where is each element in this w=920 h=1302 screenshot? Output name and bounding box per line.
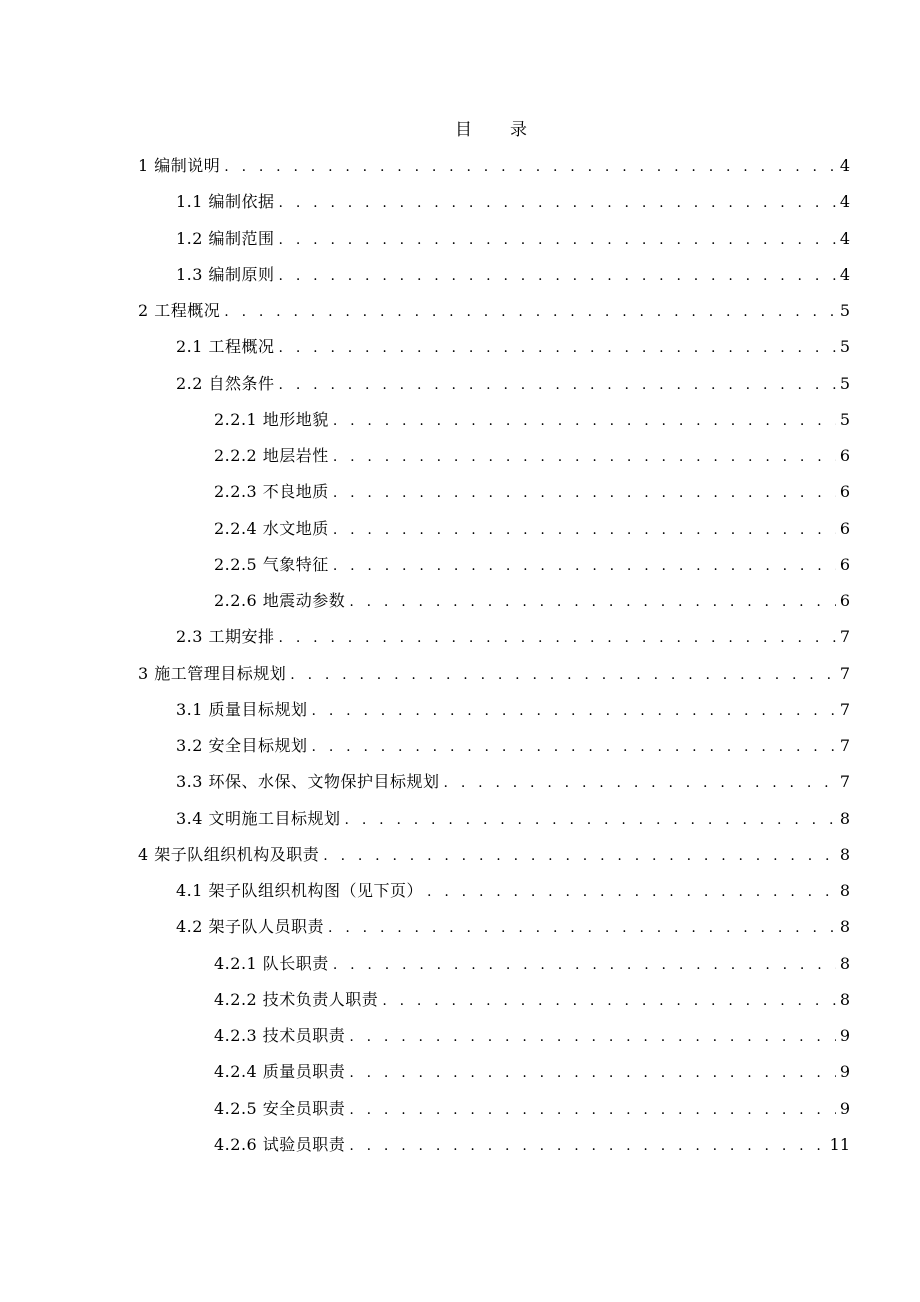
toc-dot-leader	[349, 1128, 825, 1164]
toc-entry-page-number: 7	[839, 772, 850, 792]
toc-entry-label: 3.1 质量目标规划	[176, 699, 308, 719]
toc-dot-leader	[349, 584, 836, 620]
toc-entry[interactable]	[138, 221, 850, 257]
toc-entry[interactable]	[138, 764, 850, 800]
toc-entry-label: 2 工程概况	[138, 301, 221, 320]
toc-entry-label: 2.2.3 不良地质	[214, 482, 329, 502]
toc-entry[interactable]	[138, 148, 850, 184]
toc-dot-leader	[312, 729, 836, 765]
toc-dot-leader	[345, 802, 836, 838]
toc-entry-label: 1.3 编制原则	[176, 264, 275, 284]
toc-dot-leader	[224, 149, 836, 185]
toc-entry[interactable]	[138, 1127, 850, 1163]
toc-dot-leader	[444, 765, 836, 801]
toc-title-char-2: 录	[510, 120, 527, 140]
toc-entry-page-number: 4	[839, 156, 850, 175]
toc-entry-page-number: 7	[839, 663, 850, 683]
toc-entry[interactable]	[138, 619, 850, 655]
toc-entry-page-number: 6	[839, 554, 850, 574]
toc-entry-label: 2.2.2 地层岩性	[214, 446, 329, 465]
toc-entry-page-number: 8	[839, 808, 850, 828]
toc-entry-page-number: 5	[839, 373, 850, 393]
toc-entry[interactable]	[138, 982, 850, 1018]
toc-entry-label: 4.2.1 队长职责	[214, 953, 329, 973]
toc-dot-leader	[224, 294, 836, 330]
toc-entry-page-number: 5	[839, 409, 850, 429]
toc-dot-leader	[349, 1092, 836, 1128]
toc-entry[interactable]	[138, 293, 850, 329]
toc-entry-page-number: 7	[839, 699, 850, 719]
toc-entry[interactable]	[138, 801, 850, 837]
toc-entry-label: 3.2 安全目标规划	[176, 736, 308, 755]
toc-entry-page-number: 8	[839, 917, 850, 937]
toc-dot-leader	[279, 330, 836, 366]
toc-entry-label: 2.1 工程概况	[176, 337, 275, 357]
toc-dot-leader	[427, 874, 836, 910]
toc-entry-label: 3.3 环保、水保、文物保护目标规划	[176, 772, 440, 792]
toc-dot-leader	[333, 439, 836, 475]
toc-entry-label: 2.2.5 气象特征	[214, 554, 329, 574]
toc-entry[interactable]	[138, 946, 850, 982]
toc-entry-page-number: 6	[839, 446, 850, 465]
toc-entry-page-number: 11	[829, 1134, 850, 1154]
toc-entry-label: 4.2.5 安全员职责	[214, 1098, 346, 1118]
toc-entry-page-number: 5	[839, 337, 850, 357]
toc-dot-leader	[279, 185, 836, 221]
toc-entry[interactable]	[138, 873, 850, 909]
toc-dot-leader	[382, 983, 836, 1019]
toc-dot-leader	[333, 512, 836, 548]
toc-title	[0, 116, 920, 144]
toc-entry[interactable]	[138, 184, 850, 220]
toc-entry[interactable]	[138, 438, 850, 474]
toc-entry[interactable]	[138, 1091, 850, 1127]
toc-entry[interactable]	[138, 257, 850, 293]
toc-dot-leader	[328, 910, 836, 946]
toc-entry-label: 1 编制说明	[138, 156, 221, 175]
toc-entry[interactable]	[138, 511, 850, 547]
toc-dot-leader	[333, 475, 836, 511]
toc-dot-leader	[279, 367, 836, 403]
toc-entry-label: 4.1 架子队组织机构图（见下页）	[176, 881, 424, 900]
toc-entry-label: 3.4 文明施工目标规划	[176, 808, 341, 828]
toc-entry-page-number: 8	[839, 989, 850, 1009]
toc-dot-leader	[333, 947, 836, 983]
toc-entry[interactable]	[138, 692, 850, 728]
toc-entry[interactable]	[138, 837, 850, 873]
toc-entry-page-number: 6	[839, 482, 850, 502]
toc-dot-leader	[323, 838, 836, 874]
toc-dot-leader	[349, 1019, 836, 1055]
toc-dot-leader	[333, 548, 836, 584]
toc-entry-page-number: 6	[839, 518, 850, 538]
toc-entry-page-number: 4	[839, 192, 850, 212]
toc-entry[interactable]	[138, 728, 850, 764]
toc-dot-leader	[349, 1055, 836, 1091]
toc-dot-leader	[290, 657, 836, 693]
toc-entry-label: 1.2 编制范围	[176, 228, 275, 248]
toc-title-char-1: 目	[455, 120, 472, 140]
toc-entry-label: 2.2.4 水文地质	[214, 518, 329, 538]
toc-entry-label: 4.2.6 试验员职责	[214, 1134, 346, 1154]
toc-entry[interactable]	[138, 656, 850, 692]
toc-entry-page-number: 7	[839, 627, 850, 647]
toc-dot-leader	[312, 693, 836, 729]
toc-entry-label: 1.1 编制依据	[176, 192, 275, 212]
toc-entry-label: 4.2 架子队人员职责	[176, 917, 325, 937]
toc-entry-page-number: 4	[839, 228, 850, 248]
toc-entry-label: 2.2.6 地震动参数	[214, 591, 346, 610]
toc-dot-leader	[279, 258, 836, 294]
toc-entry[interactable]	[138, 1054, 850, 1090]
toc-dot-leader	[279, 222, 836, 258]
toc-entry-page-number: 5	[839, 301, 850, 320]
toc-dot-leader	[279, 620, 836, 656]
toc-entry-label: 2.2.1 地形地貌	[214, 409, 329, 429]
toc-entry-label: 4.2.4 质量员职责	[214, 1062, 346, 1082]
toc-entry-page-number: 8	[839, 953, 850, 973]
toc-dot-leader	[333, 403, 836, 439]
toc-entry[interactable]	[138, 583, 850, 619]
toc-entry[interactable]	[138, 909, 850, 945]
toc-entry[interactable]	[138, 329, 850, 365]
toc-entry-page-number: 7	[839, 736, 850, 755]
toc-entry-page-number: 9	[839, 1062, 850, 1082]
toc-entry-page-number: 4	[839, 264, 850, 284]
toc-entry-page-number: 9	[839, 1098, 850, 1118]
toc-entry-page-number: 6	[839, 591, 850, 610]
toc-entry[interactable]	[138, 366, 850, 402]
toc-entry[interactable]	[138, 402, 850, 438]
toc-entry[interactable]	[138, 547, 850, 583]
toc-entry[interactable]	[138, 474, 850, 510]
toc-entry-label: 3 施工管理目标规划	[138, 663, 287, 683]
toc-entry-page-number: 8	[839, 844, 850, 864]
toc-entry-label: 2.3 工期安排	[176, 627, 275, 647]
toc-list	[138, 148, 850, 1163]
toc-entry-label: 4.2.3 技术员职责	[214, 1026, 346, 1045]
toc-entry-page-number: 8	[839, 881, 850, 900]
toc-entry-label: 4 架子队组织机构及职责	[138, 844, 320, 864]
toc-entry[interactable]	[138, 1018, 850, 1054]
toc-entry-label: 2.2 自然条件	[176, 373, 275, 393]
toc-entry-label: 4.2.2 技术负责人职责	[214, 989, 379, 1009]
toc-entry-page-number: 9	[839, 1026, 850, 1045]
